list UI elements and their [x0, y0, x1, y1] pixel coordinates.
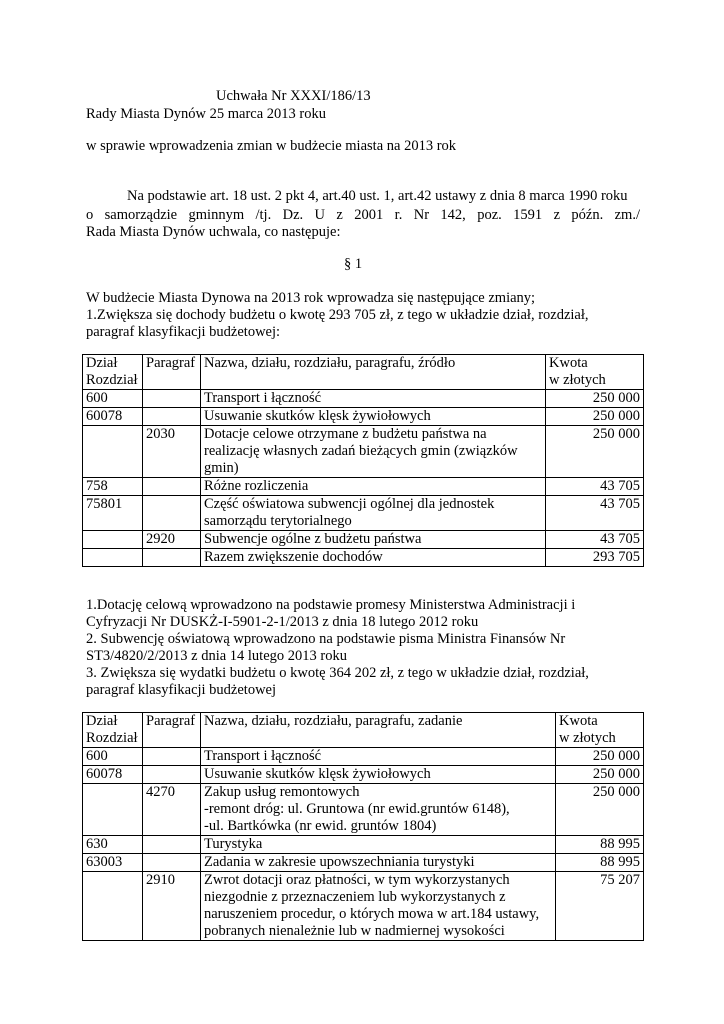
- header-paragraf: Paragraf: [143, 355, 201, 390]
- table-header-row: [83, 355, 644, 390]
- intro-line-2: 1.Zwiększa się dochody budżetu o kwotę 293 705 zł, z tego w układzie dział, rozdział,: [86, 307, 589, 323]
- table-row: 630 Turystyka 88 995: [83, 836, 644, 854]
- note-1-line-2: Cyfryzacji Nr DUSKŻ-I-5901-2-1/2013 z dnia 18 lutego 2012 roku: [86, 614, 479, 630]
- table-row: 758 Różne rozliczenia 43 705: [83, 478, 644, 496]
- table-row: 2030 Dotacje celowe otrzymane z budżetu państwa na realizację własnych zadań bieżących gmin (związków gmin) 250 000: [83, 426, 644, 478]
- table-row: 60078 Usuwanie skutków klęsk żywiołowych 250 000: [83, 766, 644, 784]
- expenditure-table: [82, 712, 644, 941]
- note-2-line-1: 2. Subwencję oświatową wprowadzono na podstawie pisma Ministra Finansów Nr: [86, 631, 566, 647]
- header-paragraf: Paragraf: [143, 713, 201, 748]
- revenue-table: [82, 354, 644, 567]
- intro-line-1: W budżecie Miasta Dynowa na 2013 rok wprowadza się następujące zmiany;: [86, 290, 536, 306]
- table-row: 600 Transport i łączność 250 000: [83, 748, 644, 766]
- preamble-line-3: Rada Miasta Dynów uchwala, co następuje:: [86, 224, 341, 240]
- table-total-row: Razem zwiększenie dochodów 293 705: [83, 549, 644, 567]
- resolution-subject: w sprawie wprowadzenia zmian w budżecie miasta na 2013 rok: [86, 138, 457, 154]
- header-dzial-rozdzial: Dział Rozdział: [83, 713, 143, 748]
- table-row: 60078 Usuwanie skutków klęsk żywiołowych 250 000: [83, 408, 644, 426]
- header-nazwa: Nazwa, działu, rozdziału, paragrafu, źródło: [201, 355, 546, 390]
- intro-line-3: paragraf klasyfikacji budżetowej:: [86, 324, 281, 340]
- resolution-subtitle: Rady Miasta Dynów 25 marca 2013 roku: [86, 106, 327, 122]
- note-1-line-1: 1.Dotację celową wprowadzono na podstawie promesy Ministerstwa Administracji i: [86, 597, 576, 613]
- table-row: 2910 Zwrot dotacji oraz płatności, w tym wykorzystanych niezgodnie z przeznaczeniem lub wykorzystanych z naruszeniem procedur, o których mowa w art.184 ustawy, pobranych nienależnie lub w nadmiernej wysokości 75 207: [83, 872, 644, 941]
- header-kwota: Kwota w złotych: [546, 355, 644, 390]
- table-row: 600 Transport i łączność 250 000: [83, 390, 644, 408]
- section-mark: § 1: [344, 256, 363, 272]
- preamble-line-2: o samorządzie gminnym /tj. Dz. U z 2001 r. Nr 142, poz. 1591 z późn. zm./: [86, 207, 640, 223]
- table-row: 75801 Część oświatowa subwencji ogólnej dla jednostek samorządu terytorialnego 43 705: [83, 496, 644, 531]
- note-3-line-1: 3. Zwiększa się wydatki budżetu o kwotę 364 202 zł, z tego w układzie dział, rozdział,: [86, 665, 589, 681]
- header-nazwa: Nazwa, działu, rozdziału, paragrafu, zadanie: [201, 713, 556, 748]
- table-row: 63003 Zadania w zakresie upowszechniania turystyki 88 995: [83, 854, 644, 872]
- header-kwota: Kwota w złotych: [556, 713, 644, 748]
- note-2-line-2: ST3/4820/2/2013 z dnia 14 lutego 2013 roku: [86, 648, 347, 664]
- table-header-row: [83, 713, 644, 748]
- resolution-title: Uchwała Nr XXXI/186/13: [216, 88, 371, 104]
- table-row: 4270 Zakup usług remontowych -remont dróg: ul. Gruntowa (nr ewid.gruntów 6148), -ul. Bartkówka (nr ewid. gruntów 1804) 250 000: [83, 784, 644, 836]
- table-row: 2920 Subwencje ogólne z budżetu państwa 43 705: [83, 531, 644, 549]
- note-3-line-2: paragraf klasyfikacji budżetowej: [86, 682, 277, 698]
- preamble-line-1: Na podstawie art. 18 ust. 2 pkt 4, art.40 ust. 1, art.42 ustawy z dnia 8 marca 1990 roku: [127, 188, 628, 204]
- header-dzial-rozdzial: Dział Rozdział: [83, 355, 143, 390]
